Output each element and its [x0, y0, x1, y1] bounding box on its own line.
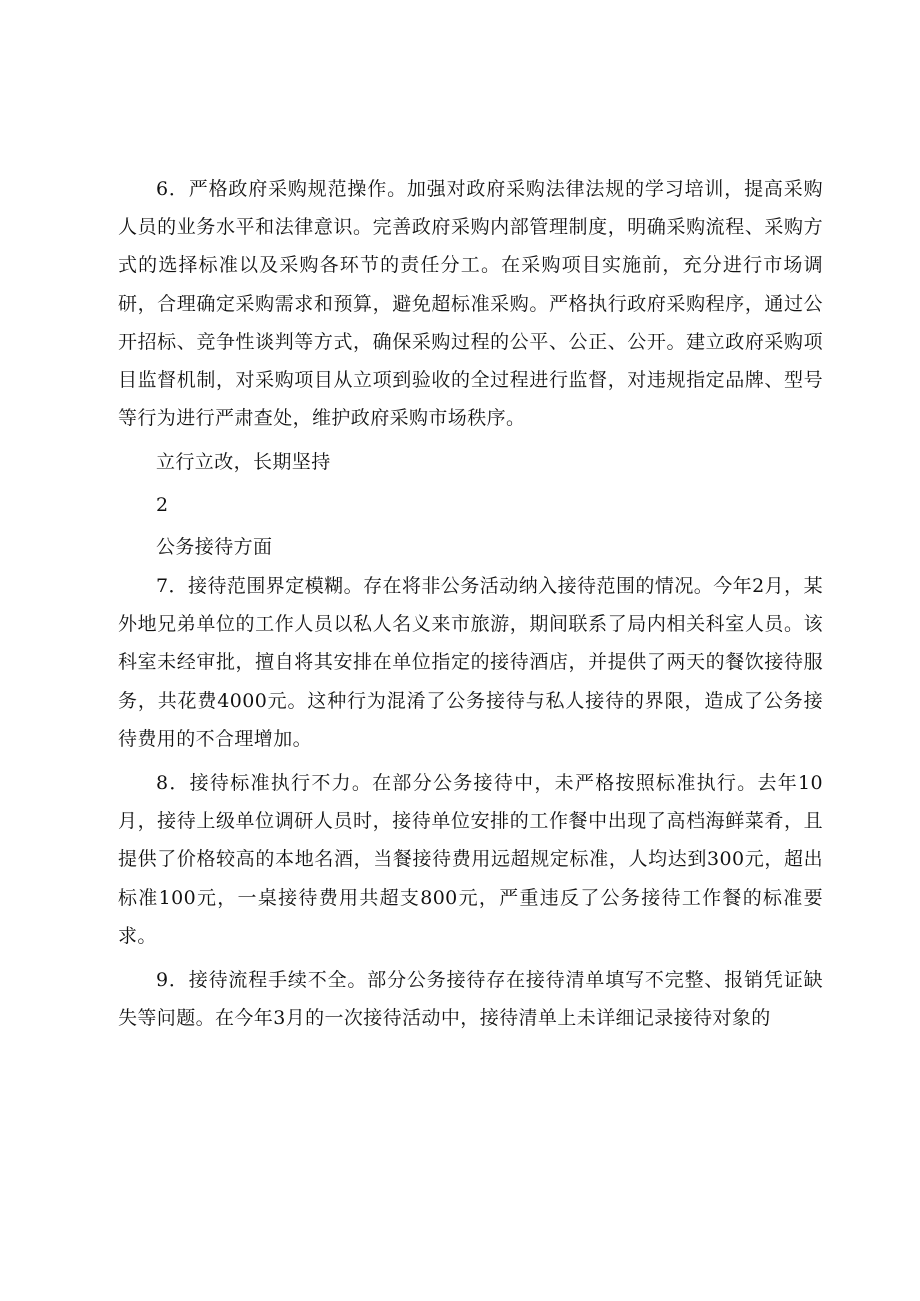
- paragraph-rectify-heading: 立行立改，长期坚持: [156, 451, 331, 474]
- paragraph-procurement-rules: 6．严格政府采购规范操作。加强对政府采购法律法规的学习培训，提高采购人员的业务水平和法律意识。完善政府采购内部管理制度，明确采购流程、采购方式的选择标准以及采购各环节的责任分工。在采购项目实施前，充分进行市场调研，合理确定采购需求和预算，避免超标准采购。严格执行政府采购程序，通过公开招标、竞争性谈判等方式，确保采购过程的公平、公正、公开。建立政府采购项目监督机制，对采购项目从立项到验收的全过程进行监督，对违规指定品牌、型号等行为进行严肃查处，维护政府采购市场秩序。: [118, 178, 823, 430]
- paragraph-section-number: 2: [156, 493, 169, 516]
- paragraph-reception-standard: 8．接待标准执行不力。在部分公务接待中，未严格按照标准执行。去年10月，接待上级单位调研人员时，接待单位安排的工作餐中出现了高档海鲜菜肴，且提供了价格较高的本地名酒，当餐接待费用远超规定标准，人均达到300元，超出标准100元，一桌接待费用共超支800元，严重违反了公务接待工作餐的标准要求。: [118, 772, 823, 947]
- paragraph-reception-scope: 7．接待范围界定模糊。存在将非公务活动纳入接待范围的情况。今年2月，某外地兄弟单位的工作人员以私人名义来市旅游，期间联系了局内相关科室人员。该科室未经审批，擅自将其安排在单位指定的接待酒店，并提供了两天的餐饮接待服务，共花费4000元。这种行为混淆了公务接待与私人接待的界限，造成了公务接待费用的不合理增加。: [118, 575, 823, 750]
- paragraph-section-title: 公务接待方面: [156, 535, 273, 558]
- document-body: [118, 170, 823, 1037]
- paragraph-reception-procedure: 9．接待流程手续不全。部分公务接待存在接待清单填写不完整、报销凭证缺失等问题。在今年3月的一次接待活动中，接待清单上未详细记录接待对象的: [118, 969, 823, 1030]
